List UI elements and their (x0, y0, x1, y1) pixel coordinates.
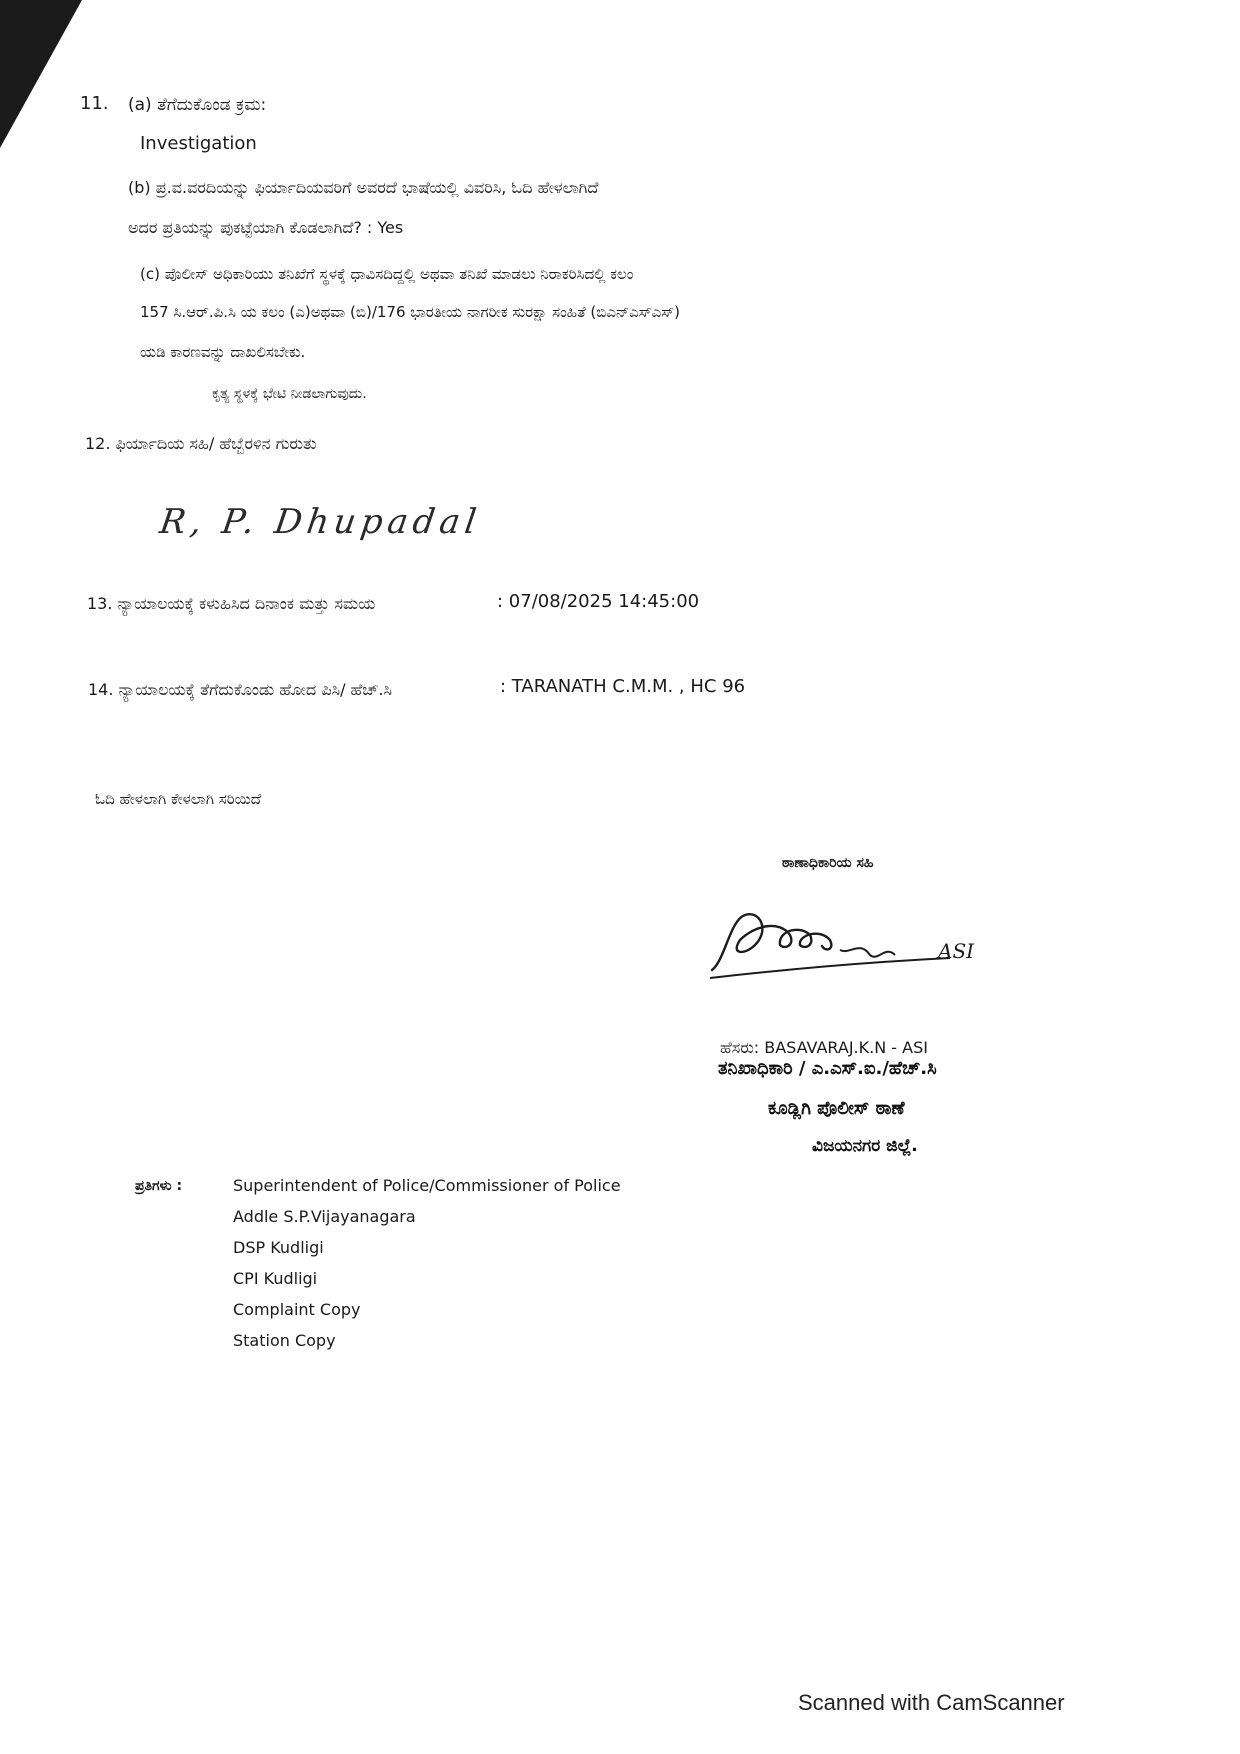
copy-recipient: DSP Kudligi (233, 1238, 324, 1257)
item-11b-line-1: (b) ಪ್ರ.ವ.ವರದಿಯನ್ನು ಫಿರ್ಯಾದಿಯವರಿಗೆ ಅವರದೆ ಭಾಷೆಯಲ್ಲಿ ವಿವರಿಸಿ, ಓದಿ ಹೇಳಲಾಗಿದೆ (128, 178, 599, 197)
item-13-value: : 07/08/2025 14:45:00 (497, 591, 700, 612)
item-11c-line-3: ಯಡಿ ಕಾರಣವನ್ನು ದಾಖಲಿಸಬೇಕು. (140, 343, 306, 361)
item-11-number: 11. (80, 93, 109, 114)
scan-corner-shadow (0, 0, 100, 150)
item-11b-line-2: ಅದರ ಪ್ರತಿಯನ್ನು ಪುಕಟ್ಟೆಯಾಗಿ ಕೊಡಲಾಗಿದೆ? : Yes (128, 218, 404, 237)
item-11a-label: (a) ತೆಗೆದುಕೊಂಡ ಕ್ರಮ: (128, 95, 267, 115)
complainant-signature: R, P. Dhupadal (157, 502, 484, 542)
item-14-label: 14. ನ್ಯಾಯಾಲಯಕ್ಕೆ ತೆಗೆದುಕೊಂಡು ಹೋದ ಪಿಸಿ/ ಹೆಚ್.ಸಿ (88, 680, 392, 699)
item-11c-line-1: (c) ಪೊಲೀಸ್ ಅಧಿಕಾರಿಯು ತನಿಖೆಗೆ ಸ್ಥಳಕ್ಕೆ ಧಾವಿಸದಿದ್ದಲ್ಲಿ ಅಥವಾ ತನಿಖೆ ಮಾಡಲು ನಿರಾಕರಿಸಿದಲ್ಲಿ ಕಲಂ (140, 265, 634, 283)
officer-stamp-district: ವಿಜಯನಗರ ಜಿಲ್ಲೆ. (812, 1136, 918, 1156)
officer-stamp-station: ಕೂಡ್ಲಿಗಿ ಪೊಲೀಸ್ ಠಾಣೆ (768, 1098, 905, 1119)
copies-label: ಪ್ರತಿಗಳು : (135, 1178, 183, 1194)
officer-name: ಹೆಸರು: BASAVARAJ.K.N - ASI (720, 1038, 928, 1057)
read-over-statement: ಓದಿ ಹೇಳಲಾಗಿ ಕೇಳಲಾಗಿ ಸರಿಯಿದೆ (95, 790, 262, 808)
item-11c-line-2: 157 ಸಿ.ಆರ್.ಪಿ.ಸಿ ಯ ಕಲಂ (ಎ)ಅಥವಾ (ಬಿ)/176 ಭಾರತೀಯ ನಾಗರೀಕ ಸುರಕ್ಷಾ ಸಂಹಿತೆ (ಬಿಎನ್‌ಎಸ್‌ಎಸ್) (140, 303, 680, 321)
item-11a-value: Investigation (140, 133, 257, 154)
copy-recipient: CPI Kudligi (233, 1269, 318, 1288)
officer-signature (700, 900, 1030, 990)
copy-recipient: Station Copy (233, 1331, 336, 1350)
camscanner-watermark: Scanned with CamScanner (798, 1690, 1065, 1715)
item-13-label: 13. ನ್ಯಾಯಾಲಯಕ್ಕೆ ಕಳುಹಿಸಿದ ದಿನಾಂಕ ಮತ್ತು ಸಮಯ (87, 594, 376, 613)
copy-recipient: Complaint Copy (233, 1300, 361, 1319)
item-12-label: 12. ಫಿರ್ಯಾದಿಯ ಸಹಿ/ ಹೆಬ್ಬೆರಳಿನ ಗುರುತು (85, 434, 317, 453)
officer-stamp-designation: ತನಿಖಾಧಿಕಾರಿ / ಎ.ಎಸ್.ಐ./ಹೆಚ್.ಸಿ (718, 1058, 937, 1079)
copy-recipient: Superintendent of Police/Commissioner of Police (233, 1176, 621, 1195)
copy-recipient: Addle S.P.Vijayanagara (233, 1207, 416, 1226)
officer-signature-label: ಠಾಣಾಧಿಕಾರಿಯ ಸಹಿ (782, 855, 874, 871)
item-14-value: : TARANATH C.M.M. , HC 96 (500, 676, 746, 697)
officer-signature-text: ASI (938, 939, 975, 963)
item-11c-note: ಕೃತ್ಯ ಸ್ಥಳಕ್ಕೆ ಭೇಟಿ ನೀಡಲಾಗುವುದು. (212, 386, 367, 402)
